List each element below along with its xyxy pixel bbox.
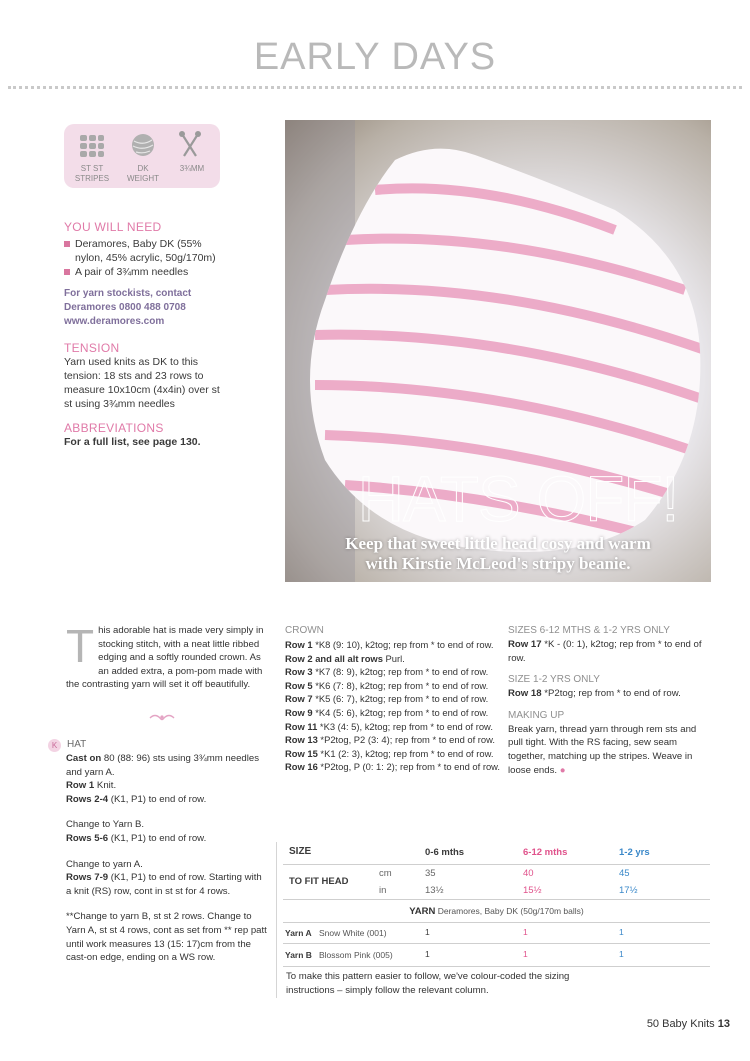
sizes-section: SIZES 6-12 MTHS & 1-2 YRS ONLY Row 17 *K - (0: 1), k2tog; rep from * to end of row. SIZE 1-2 YRS ONLY Row 18 *P2tog; rep from * to end of row. MAKING UP Break yarn, thread yarn through rem sts and pull tight. With the RS facing, sew seam together, matching up the stripes. Weave in loose ends. ● [508, 624, 708, 777]
hat-row: **Change to yarn B, st st 2 rows. Change to Yarn A, st st 4 rows, cont as set from ** rep patt until work measures 13 (15: 17)cm from the cast-on edge, ending on a WS row. [66, 911, 267, 964]
hero-photo [285, 120, 711, 582]
knit-badge-icon: K [48, 739, 61, 752]
crown-heading: CROWN [285, 625, 324, 636]
crown-row: Row 1 *K8 (9: 10), k2tog; rep from * to end of row. [285, 639, 494, 650]
making-up-text: Break yarn, thread yarn through rem sts and pull tight. With the RS facing, sew seam together, matching up the stripes. Weave in loose ends. ● [508, 723, 697, 776]
list-item: A pair of 3¾mm needles [64, 265, 264, 279]
tension-text: Yarn used knits as DK to this tension: 18 sts and 23 rows to measure 10x10cm (4x4in) over st st using 3¾mm needles [64, 356, 220, 410]
hat-row: Rows 5-6 (K1, P1) to end of row. [66, 832, 207, 844]
hat-row: Row 1 Knit. [66, 780, 117, 792]
hat-row [66, 806, 268, 818]
size-heading: SIZE 1-2 YRS ONLY [508, 674, 600, 686]
crown-section [285, 624, 501, 774]
crown-row: Row 2 and all alt rows Purl. [285, 652, 405, 664]
intro-paragraph: T his adorable hat is made very simply in stocking stitch, with a neat little ribbed edging and a softly rounded crown. As an added extra, a pom-pom made with the contrasting yarn will set it off beautifully. [66, 620, 264, 691]
header-divider [8, 86, 742, 89]
hat-section [48, 738, 268, 965]
icon-label: DK WEIGHT [127, 164, 159, 183]
stitch-icon [78, 132, 106, 158]
icon-label: ST ST STRIPES [74, 164, 110, 183]
needles-icon [178, 130, 202, 158]
sidebar [64, 220, 264, 449]
colour-code-note: To make this pattern easier to follow, we've colour-coded the sizing instructions – simply follow the relevant column. [286, 971, 570, 996]
hat-heading: HAT [67, 739, 87, 750]
icon-label: 3¾MM [179, 164, 205, 173]
stockist-info: For yarn stockists, contact Deramores 0800 488 0708 www.deramores.com [64, 288, 192, 327]
hero-title: HATS OFF! [357, 463, 679, 535]
crown-row: Row 9 *K4 (5: 6), k2tog; rep from * to end of row. [285, 706, 489, 718]
hero-subtitle: Keep that sweet little head cosy and warm with Kirstie McLeod's stripy beanie. [345, 534, 651, 573]
making-up-heading: MAKING UP [508, 709, 565, 721]
crown-row: Row 11 *K3 (4: 5), k2tog; rep from * to end of row. [285, 720, 493, 732]
feature-icons [64, 124, 220, 188]
crown-row: Row 5 *K6 (7: 8), k2tog; rep from * to end of row. [285, 679, 489, 691]
hat-row [66, 846, 268, 858]
dropcap: T [66, 620, 95, 672]
hat-row: Change to yarn A. [66, 858, 143, 870]
sizes-heading: SIZES 6-12 MTHS & 1-2 YRS ONLY [508, 625, 670, 636]
hat-row: Change to Yarn B. [66, 819, 145, 831]
abbreviations-heading: ABBREVIATIONS [64, 421, 164, 435]
tension-heading: TENSION [64, 341, 120, 355]
size-table: SIZE 0-6 mths 6-12 mths 1-2 yrs TO FIT HEAD cm in 35 40 45 13½ 15½ 17½ YARN Deramores, Baby DK (50g/170m balls) Yarn A Snow White (001) 1 1 1 Yarn B Blossom Pink (005) 1 1 1 [283, 842, 710, 967]
page-footer: 50 Baby Knits 13 [646, 1018, 730, 1030]
hat-row: Rows 2-4 (K1, P1) to end of row. [66, 793, 207, 805]
crown-row: Row 3 *K7 (8: 9), k2tog; rep from * to end of row. [285, 666, 489, 678]
yarn-ball-icon [130, 132, 156, 158]
hat-row: Rows 7-9 (K1, P1) to end of row. Starting with a knit (RS) row, cont in st st for 4 rows. [66, 872, 262, 897]
you-will-need-heading: YOU WILL NEED [64, 220, 162, 234]
vertical-divider [276, 842, 277, 998]
section-title: EARLY DAYS [253, 36, 497, 78]
abbreviations-text: For a full list, see page 130. [64, 436, 201, 448]
list-item: Deramores, Baby DK (55% nylon, 45% acrylic, 50g/170m) [64, 237, 264, 265]
crown-row: Row 16 *P2tog, P (0: 1: 2); rep from * to end of row. [285, 761, 501, 773]
hat-row [66, 898, 268, 910]
crown-row: Row 7 *K5 (6: 7), k2tog; rep from * to end of row. [285, 693, 489, 705]
crown-row: Row 15 *K1 (2: 3), k2tog; rep from * to end of row. [285, 747, 494, 759]
crown-row: Row 13 *P2tog, P2 (3: 4); rep from * to end of row. [285, 734, 496, 746]
hat-row: Cast on 80 (88: 96) sts using 3¾mm needles and yarn A. [66, 753, 260, 778]
flourish-icon [148, 710, 176, 720]
